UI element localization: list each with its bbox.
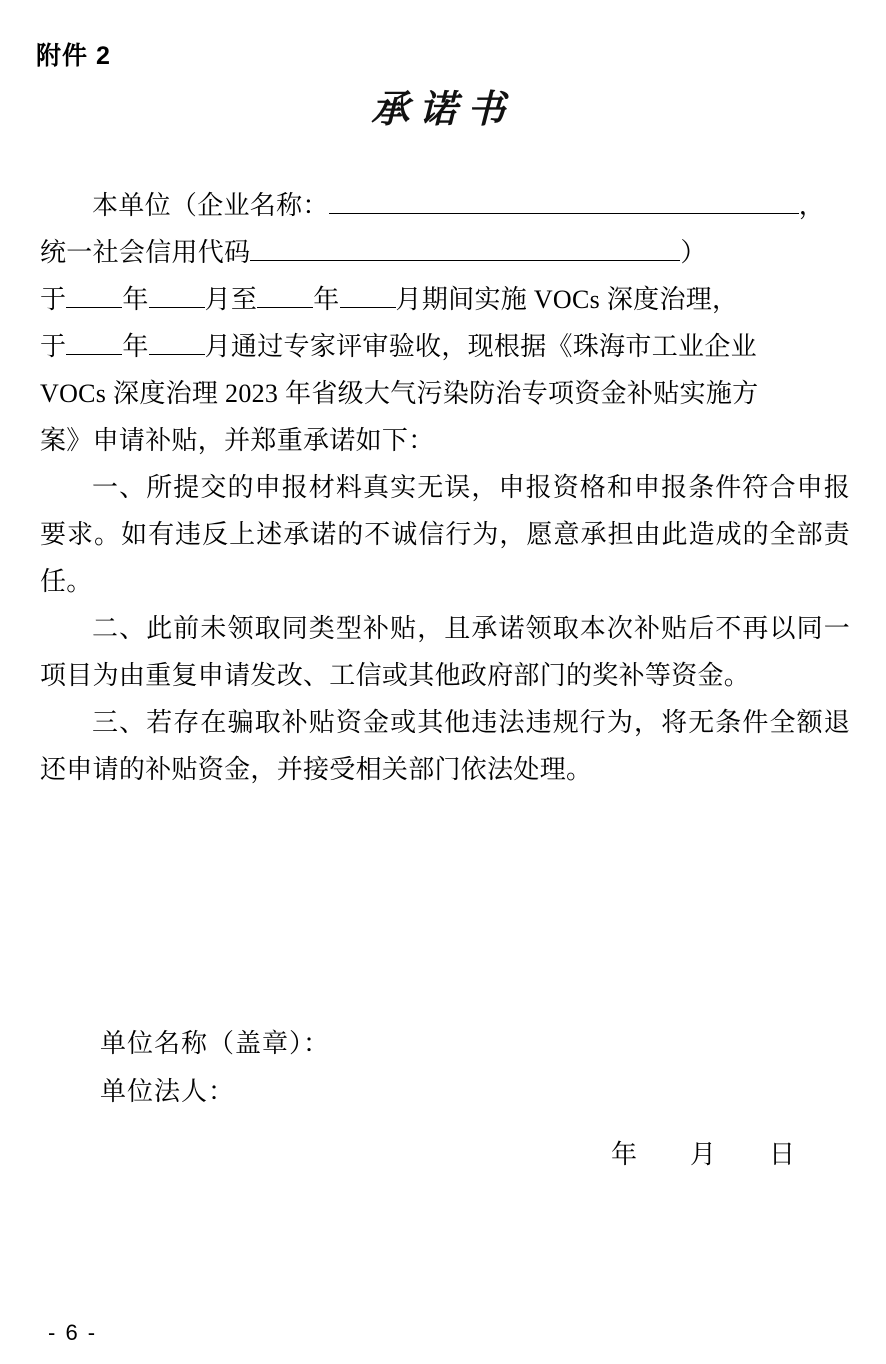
paragraph-treatment-period <box>40 276 850 323</box>
clause-two: 二、此前未领取同类型补贴，且承诺领取本次补贴后不再以同一项目为由重复申请发改、工信或其他政府部门的奖补等资金。 <box>40 614 850 690</box>
acceptance-prefix: 于 <box>40 332 67 361</box>
page-number: - 6 - <box>48 1320 98 1345</box>
intro-comma: ， <box>798 191 826 220</box>
page-title: 承诺书 <box>370 89 515 131</box>
period-end-month-blank[interactable] <box>340 281 396 308</box>
period-tail-text: 月期间实施 VOCs 深度治理， <box>395 285 739 314</box>
paragraph-acceptance-date <box>40 323 850 370</box>
credit-code-blank[interactable] <box>250 234 680 261</box>
clause-one: 一、所提交的申报材料真实无误，申报资格和申报条件符合申报要求。如有违反上述承诺的不诚信行为，愿意承担由此造成的全部责任。 <box>40 473 850 596</box>
paragraph-apply-line: 案》申请补贴，并郑重承诺如下： <box>40 426 435 455</box>
credit-code-prefix: 统一社会信用代码 <box>40 238 251 267</box>
period-start-month-blank[interactable] <box>149 281 205 308</box>
company-name-blank[interactable] <box>329 187 799 214</box>
company-seal-label: 单位名称（盖章）： <box>100 1029 331 1058</box>
signature-date-line <box>100 1134 840 1171</box>
document-body <box>40 182 850 793</box>
acceptance-year-blank[interactable] <box>66 328 122 355</box>
period-start-year-blank[interactable] <box>66 281 122 308</box>
intro-prefix: 本单位（企业名称： <box>92 191 329 220</box>
period-month-to-label: 月至 <box>204 285 258 314</box>
period-year-label-2: 年 <box>313 285 340 314</box>
signature-block <box>100 1020 840 1171</box>
period-start-label: 于 <box>40 285 67 314</box>
date-year-label: 年 <box>610 1140 638 1169</box>
date-month-label: 月 <box>689 1140 717 1169</box>
period-year-label-1: 年 <box>122 285 149 314</box>
legal-person-label: 单位法人： <box>100 1077 236 1106</box>
acceptance-month-blank[interactable] <box>149 328 205 355</box>
credit-code-suffix: ） <box>680 238 707 267</box>
date-day-label: 日 <box>768 1140 796 1169</box>
paragraph-intro <box>40 182 850 229</box>
acceptance-tail-text: 月通过专家评审验收，现根据《珠海市工业企业 <box>204 332 757 361</box>
clause-three: 三、若存在骗取补贴资金或其他违法违规行为，将无条件全额退还申请的补贴资金，并接受相关部门依法处理。 <box>40 708 850 784</box>
paragraph-policy-line: VOCs 深度治理 2023 年省级大气污染防治专项资金补贴实施方 <box>40 379 759 408</box>
attachment-label: 附件 2 <box>36 42 111 70</box>
period-end-year-blank[interactable] <box>257 281 313 308</box>
paragraph-credit-code <box>40 229 850 276</box>
acceptance-year-label: 年 <box>122 332 149 361</box>
